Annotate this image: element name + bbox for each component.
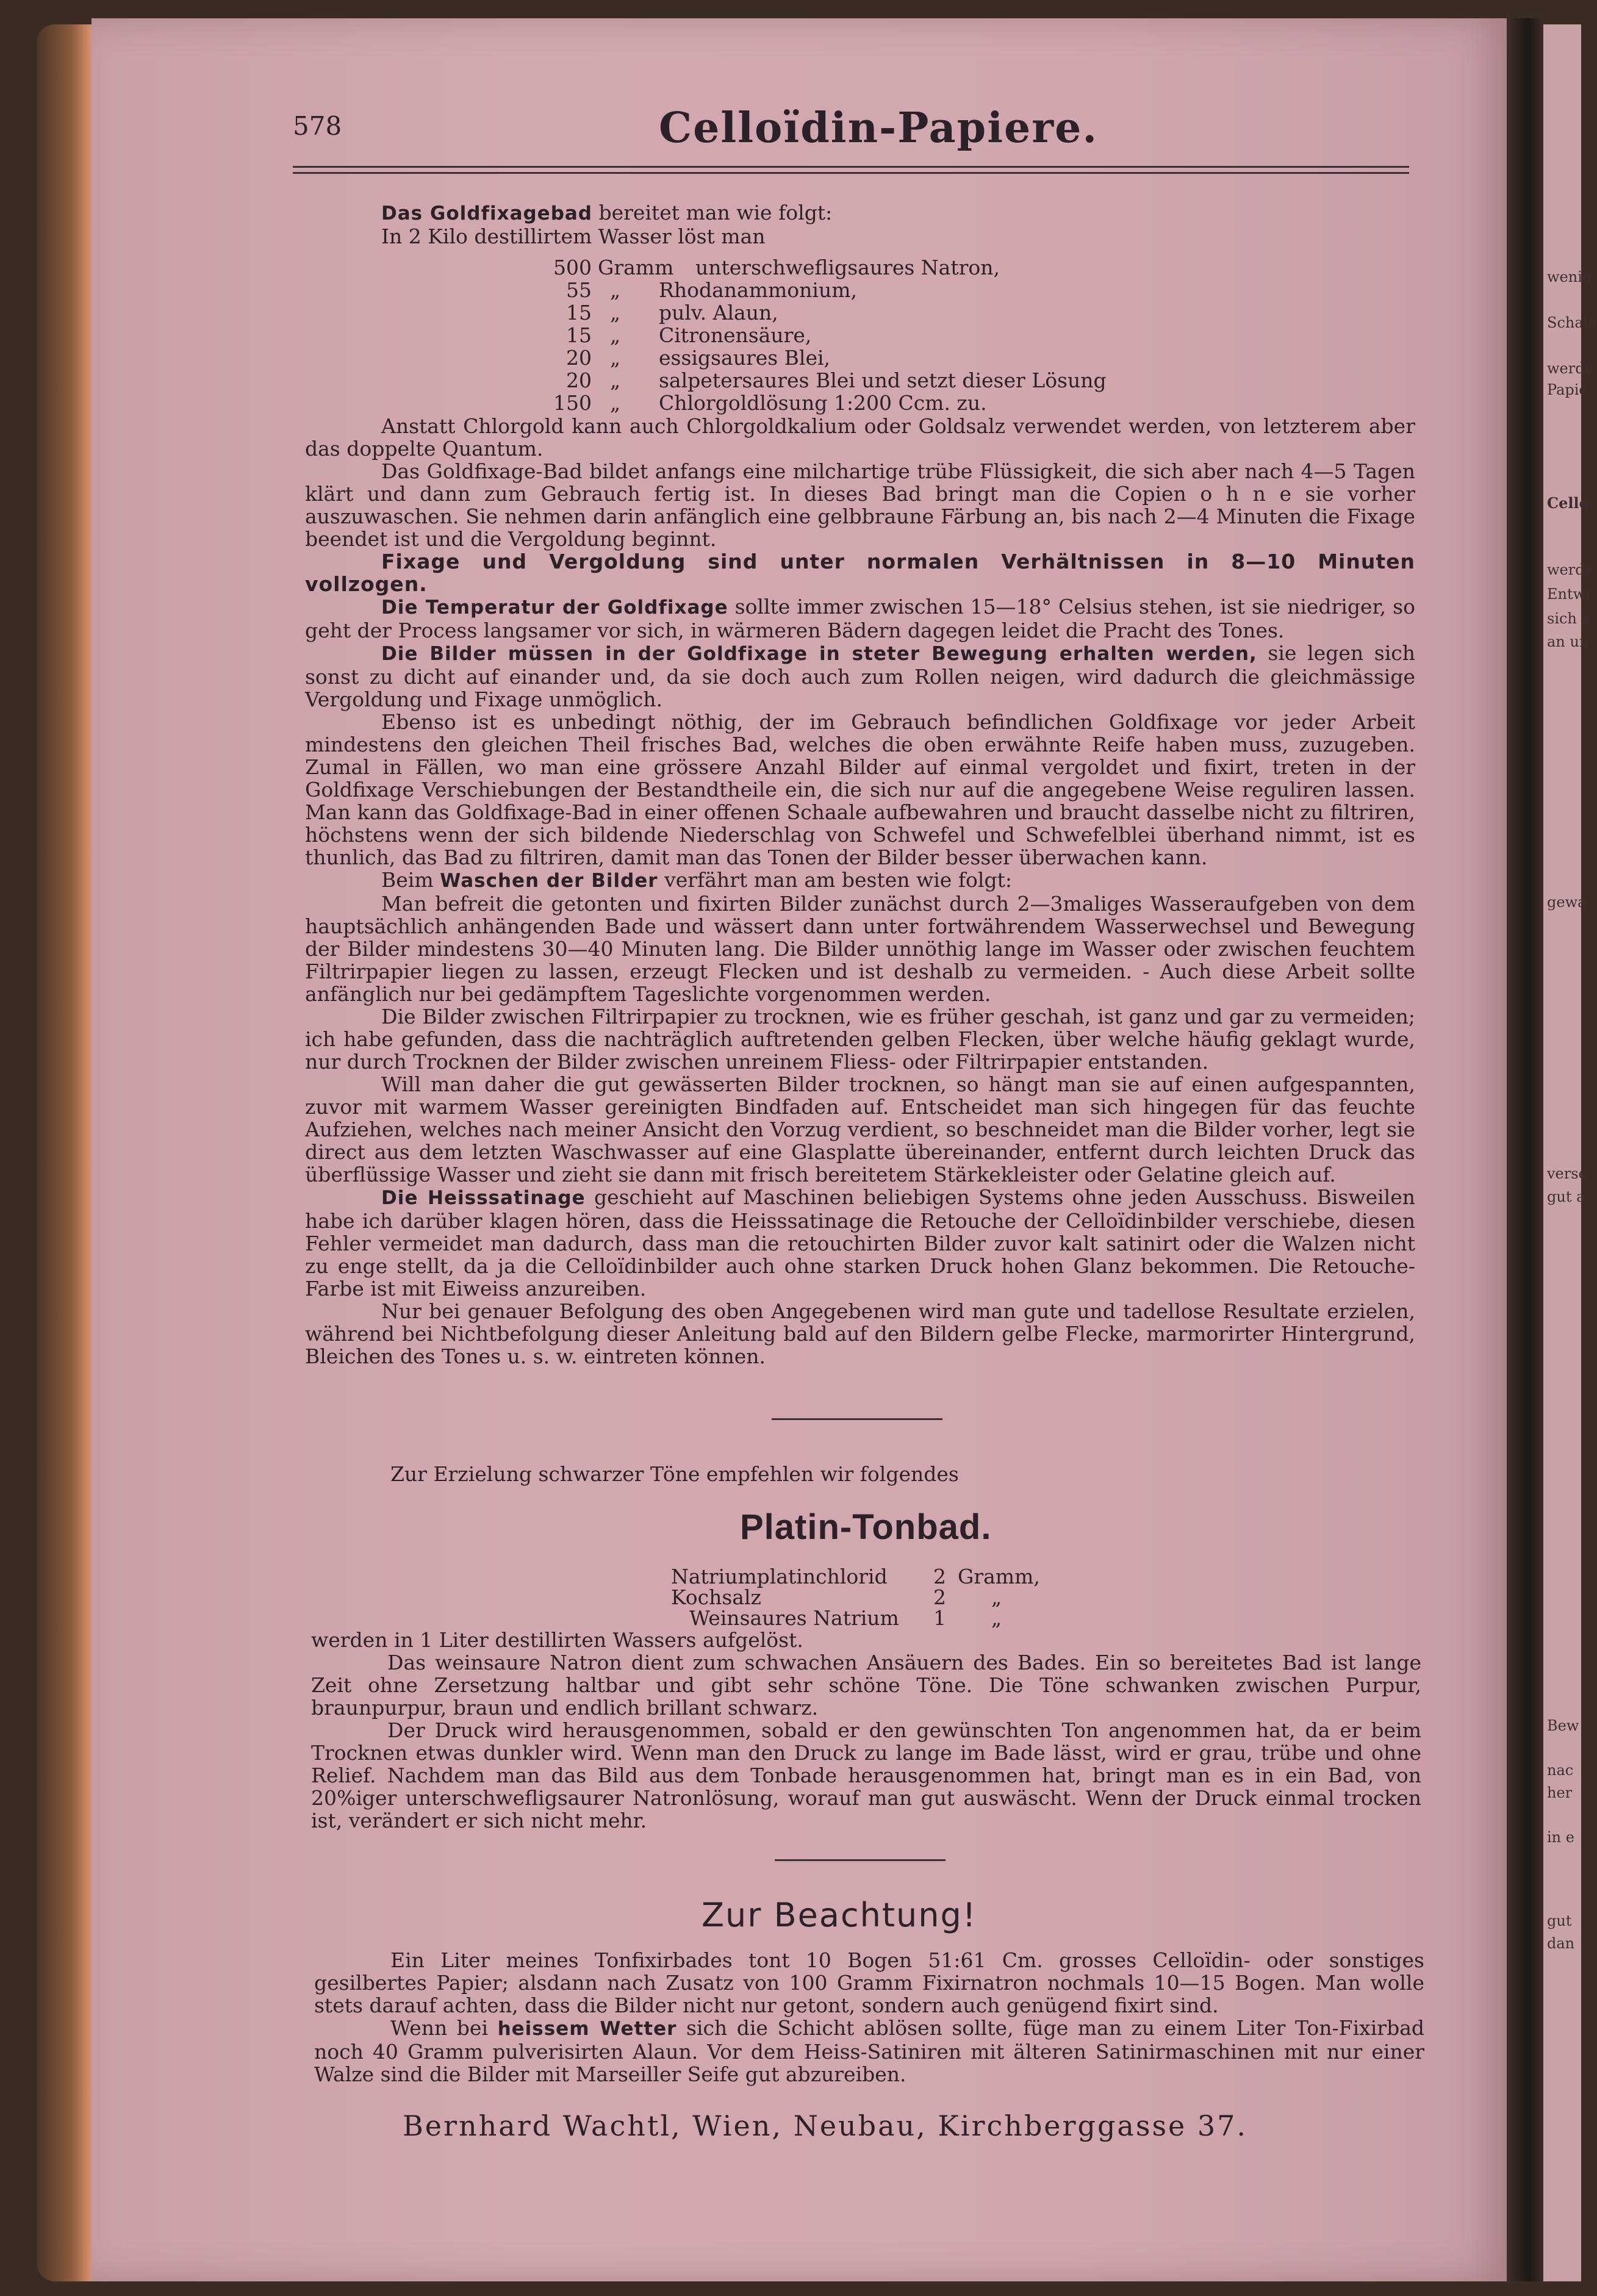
paragraph-text: sollte immer zwischen 15—18° Celsius stehen, ist sie niedriger, so geht der Process langsamer vor sich, in wärmeren Bädern dagegen leidet die Pracht des Tones. — [305, 595, 1415, 642]
recipe-name: Chlorgoldlösung 1:200 Ccm. zu. — [659, 391, 987, 415]
adjacent-fragment: gut a — [1547, 1188, 1585, 1205]
recipe-qty: 15 — [566, 323, 592, 347]
paragraph: Das weinsaure Natron dient zum schwachen Ansäuern des Bades. Ein so bereitetes Bad ist lange Zeit ohne Zersetzung haltbar und gibt sehr schöne Töne. Die Töne schwanken zwischen Purpur, braunpurpur, braun und endlich brillant schwarz. — [311, 1651, 1421, 1720]
paragraph: Ein Liter meines Tonfixirbades tont 10 Bogen 51:61 Cm. grosses Celloïdin- oder sonstiges gesilbertes Papier; alsdann nach Zusatz von 100 Gramm Fixirnatron nochmals 10—15 Bogen. Man wolle stets darauf achten, dass die Bilder nicht nur getont, sondern auch genügend fixirt sind. — [314, 1948, 1424, 2017]
adjacent-fragment: verse — [1547, 1165, 1587, 1182]
recipe-name: salpetersaures Blei und setzt dieser Lösung — [659, 368, 1107, 392]
paragraph-text: verfährt man am besten wie folgt: — [658, 868, 1012, 892]
adjacent-fragment: in e — [1547, 1829, 1574, 1846]
goldfix-heading — [305, 201, 1415, 248]
recipe-qty: 500 — [553, 256, 592, 279]
recipe-qty: 150 — [553, 391, 592, 415]
paragraph: Will man daher die gut gewässerten Bilder trocknen, so hängt man sie auf einen aufgespannten, zuvor mit warmem Wasser gereinigten Bindfaden auf. Entscheidet man sich hingegen für das feuchte Aufziehen, welches nach meiner Ansicht den Vorzug verdient, so beschneidet man die Bilder vorher, legt sie direct aus dem letzten Waschwasser auf eine Glasplatte übereinander, entfernt durch leichten Druck das überflüssige Wasser und zieht sie dann mit frisch bereitetem Stärkekleister oder Gelatine gleich auf. — [305, 1072, 1415, 1186]
recipe-unit: „ — [610, 301, 621, 325]
adjacent-fragment: Entwi — [1547, 586, 1590, 603]
adjacent-fragment: Bew — [1547, 1717, 1579, 1734]
platin-body — [311, 1629, 1421, 1832]
recipe-unit: „ — [610, 346, 621, 370]
recipe-name: essigsaures Blei, — [659, 346, 831, 370]
paragraph-text: geschieht auf Maschinen beliebigen Systems ohne jeden Ausschuss. Bisweilen habe ich darüber klagen hören, dass die Heisssatinage die Retouche der Celloïdinbilder verschiebe, diesen Fehler vermeidet man dadurch, dass man die retouchirten Bilder zuvor kalt satinirt oder die Walzen nicht zu enge stellt, da ja die Celloïdinbilder auch ohne starken Druck hohen Glanz bekommen. Die Retouche-Farbe ist mit Eiweiss anzureiben. — [305, 1185, 1415, 1300]
book-gutter — [1507, 18, 1543, 2281]
page-title: Celloïdin-Papiere. — [659, 104, 1099, 152]
paragraph-text: Wenn bei — [390, 2016, 498, 2040]
adjacent-fragment: Papie — [1547, 381, 1588, 398]
platin-intro: Zur Erzielung schwarzer Töne empfehlen wir folgendes — [390, 1462, 959, 1486]
bold-statement: Fixage und Vergoldung sind unter normalen Verhältnissen in 8—10 Minuten vollzogen. — [305, 550, 1415, 596]
heading-rest: bereitet man wie folgt: — [592, 201, 833, 224]
beachtung-title: Zur Beachtung! — [702, 1896, 977, 1934]
adjacent-fragment: werde — [1547, 561, 1593, 578]
recipe-qty: 55 — [566, 278, 592, 302]
adjacent-fragment: her — [1547, 1784, 1573, 1801]
recipe-unit: „ — [610, 368, 621, 392]
paragraph: Die Bilder zwischen Filtrirpapier zu trocknen, wie es früher geschah, ist ganz und gar zu vermeiden; ich habe gefunden, dass die nachträglich auftretenden gelben Flecken, über welche häufig geklagt wurde, nur durch Trocknen der Bilder zwischen unreinem Fliess- oder Filtrirpapier entstanden. — [305, 1005, 1415, 1074]
adjacent-fragment: werde — [1547, 360, 1593, 377]
recipe-name: unterschwefligsaures Natron, — [695, 256, 1000, 279]
beachtung-body — [314, 1949, 1424, 2086]
recipe-row — [671, 1585, 1002, 1609]
paragraph-text: sich die Schicht ablösen sollte, füge man zu einem Liter Ton-Fixirbad noch 40 Gramm pulverisirten Alaun. Vor dem Heiss-Satiniren mit älteren Satinirmaschinen mit nur einer Walze sind die Bilder mit Marseiller Seife gut abzureiben. — [314, 2016, 1424, 2086]
page-header — [293, 104, 1415, 152]
recipe-qty: 1 — [933, 1606, 946, 1630]
section-divider — [775, 1859, 946, 1861]
recipe-unit: „ — [991, 1585, 1002, 1609]
adjacent-fragment: nac — [1547, 1762, 1574, 1779]
adjacent-fragment: sich a — [1547, 610, 1590, 627]
recipe-qty: 2 — [933, 1565, 946, 1588]
header-rule — [293, 166, 1409, 168]
adjacent-fragment: wenig — [1547, 268, 1592, 285]
inline-heading: Die Bilder müssen in der Goldfixage in steter Bewegung erhalten werden, — [381, 643, 1257, 665]
recipe-unit: Gramm — [598, 256, 674, 279]
goldfix-body — [305, 415, 1415, 1368]
adjacent-page-edge — [1543, 24, 1597, 2281]
adjacent-fragment: Schale — [1547, 314, 1597, 331]
paragraph-text: sie legen sich sonst zu dicht auf einander und, da sie doch auch zum Rollen neigen, wird dadurch die gleichmässige Vergoldung und Fixage unmöglich. — [305, 641, 1416, 711]
paragraph: Ebenso ist es unbedingt nöthig, der im Gebrauch befindlichen Goldfixage vor jeder Arbeit mindestens den gleichen Theil frisches Bad, welches die oben erwähnte Reife haben muss, zuzugeben. Zumal in Fällen, wo man eine grössere Anzahl Bilder auf einmal vergoldet und fixirt, treten in der Goldfixage Verschiebungen der Bestandtheile ein, die sich nur auf die angegebene Weise reguliren lassen. Man kann das Goldfixage-Bad in einer offenen Schaale aufbewahren und braucht dasselbe nicht zu filtriren, höchstens wenn der sich bildende Niederschlag von Schwefel und Schwefelblei überhand nimmt, ist es thunlich, das Bad zu filtriren, damit man das Tonen der Bilder besser überwachen kann. — [305, 710, 1415, 869]
recipe-intro: In 2 Kilo destillirtem Wasser löst man — [381, 224, 766, 248]
recipe-row — [671, 1606, 1002, 1630]
recipe-unit: „ — [991, 1606, 1002, 1630]
recipe-name: Kochsalz — [671, 1585, 761, 1609]
adjacent-fragment: dan — [1547, 1935, 1575, 1952]
section-divider — [772, 1418, 942, 1420]
inline-heading: heissem Wetter — [497, 2018, 677, 2040]
recipe-name: Citronensäure, — [659, 323, 812, 347]
paragraph: Nur bei genauer Befolgung des oben Angegebenen wird man gute und tadellose Resultate erzielen, während bei Nichtbefolgung dieser Anleitung bald auf den Bildern gelbe Flecke, marmorirter Hintergrund, Bleichen des Tones u. s. w. eintreten können. — [305, 1299, 1415, 1368]
paragraph: Man befreit die getonten und fixirten Bilder zunächst durch 2—3maliges Wasseraufgeben von dem hauptsächlich anhängenden Bade und wässert dann unter fortwährendem Wasserwechsel und Bewegung der Bilder mindestens 30—40 Minuten lang. Die Bilder unnöthig lange im Wasser oder zwischen feuchtem Filtrirpapier liegen zu lassen, erzeugt Flecken und ist deshalb zu vermeiden. - Auch diese Arbeit sollte anfänglich nur bei gedämpftem Tageslichte vorgenommen werden. — [305, 892, 1415, 1006]
adjacent-fragment: gewa — [1547, 894, 1587, 911]
adjacent-fragment: an un — [1547, 633, 1589, 650]
recipe-row — [671, 1565, 1040, 1588]
adjacent-fragment: Cello — [1547, 494, 1589, 512]
recipe-name: Weinsaures Natrium — [689, 1606, 899, 1630]
recipe-unit: „ — [610, 391, 621, 415]
paragraph: Anstatt Chlorgold kann auch Chlorgoldkalium oder Goldsalz verwendet werden, von letzterem aber das doppelte Quantum. — [305, 414, 1415, 461]
paragraph: werden in 1 Liter destillirten Wassers aufgelöst. — [311, 1628, 803, 1652]
inline-heading: Die Heisssatinage — [381, 1187, 586, 1209]
recipe-name: Rhodanammonium, — [659, 278, 857, 302]
inline-heading: Waschen der Bilder — [440, 870, 658, 892]
paragraph: Der Druck wird herausgenommen, sobald er den gewünschten Ton angenommen hat, da er beim Trocknen etwas dunkler wird. Wenn man den Druck zu lange im Bade lässt, wird er grau, trübe und ohne Relief. Nachdem man das Bild aus dem Tonbade herausgenommen hat, bringt man es in ein Bad, von 20%iger unterschwefligsaurer Natronlösung, worauf man gut auswäscht. Wenn der Druck einmal trocken ist, verändert er sich nicht mehr. — [311, 1718, 1421, 1832]
paragraph: Das Goldfixage-Bad bildet anfangs eine milchartige trübe Flüssigkeit, die sich aber nach 4—5 Tagen klärt und dann zum Gebrauch fertig ist. In dieses Bad bringt man die Copien o h n e sie vorher auszuwaschen. Sie nehmen darin anfänglich eine gelbbraune Färbung an, bis nach 2—4 Minuten die Fixage beendet ist und die Vergoldung beginnt. — [305, 459, 1415, 551]
publisher-footer: Bernhard Wachtl, Wien, Neubau, Kirchberggasse 37. — [403, 2109, 1248, 2142]
recipe-qty: 2 — [933, 1585, 946, 1609]
paragraph-text: Beim — [381, 868, 440, 892]
platin-recipe — [671, 1565, 1040, 1630]
recipe-qty: 15 — [566, 301, 592, 325]
recipe-unit: Gramm, — [958, 1565, 1040, 1588]
inline-heading: Die Temperatur der Goldfixage — [381, 597, 728, 619]
recipe-qty: 20 — [566, 346, 592, 370]
recipe-unit: „ — [610, 278, 621, 302]
page-number: 578 — [293, 111, 342, 141]
platin-title: Platin-Tonbad. — [740, 1507, 992, 1547]
recipe-name: pulv. Alaun, — [659, 301, 778, 325]
recipe-qty: 20 — [566, 368, 592, 392]
recipe-unit: „ — [610, 323, 621, 347]
recipe-name: Natriumplatinchlorid — [671, 1565, 888, 1588]
adjacent-fragment: gut — [1547, 1912, 1572, 1929]
section-heading: Das Goldfixagebad — [381, 203, 592, 224]
header-rule-double — [293, 172, 1409, 174]
